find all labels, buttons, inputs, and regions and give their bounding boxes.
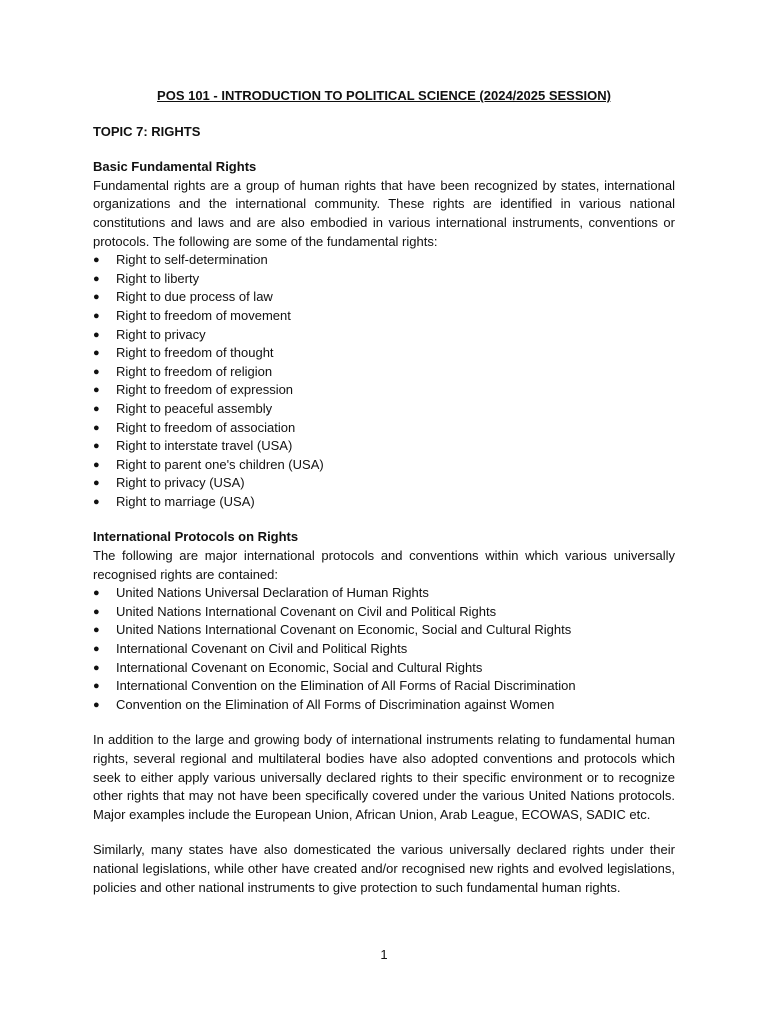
list-item-text: Right to freedom of association	[116, 419, 296, 435]
list-item	[93, 493, 675, 512]
paragraph-regional-bodies: In addition to the large and growing body of international instruments relating to fundamental human rights, several regional and multilateral bodies have also adopted conventions and protocols which seek to either apply various universally declared rights to their specific environment or to recognize other rights that may not have been specifically covered under the various United Nations protocols. Major examples include the European Union, African Union, Arab League, ECOWAS, SADIC etc.	[93, 732, 675, 822]
list-item	[93, 584, 675, 603]
bullet-icon: ●	[93, 680, 100, 693]
bullet-icon: ●	[93, 624, 100, 637]
bullet-icon: ●	[93, 661, 100, 674]
list-item-text: Right to privacy	[116, 326, 206, 342]
list-item-text: International Covenant on Economic, Social and Cultural Rights	[116, 659, 483, 675]
list-item	[93, 677, 675, 696]
bullet-icon: ●	[93, 365, 100, 378]
topic-heading: TOPIC 7: RIGHTS	[93, 123, 201, 139]
list-item	[93, 363, 675, 382]
bullet-icon: ●	[93, 254, 100, 267]
list-item-text: Right to peaceful assembly	[116, 400, 273, 416]
bullet-icon: ●	[93, 402, 100, 415]
list-item	[93, 270, 675, 289]
page-content	[93, 87, 675, 897]
bullet-icon: ●	[93, 587, 100, 600]
bullet-icon: ●	[93, 384, 100, 397]
list-item-text: United Nations Universal Declaration of Human Rights	[116, 585, 429, 601]
list-item	[93, 251, 675, 270]
bullet-icon: ●	[93, 495, 100, 508]
list-item	[93, 621, 675, 640]
document-title: POS 101 - INTRODUCTION TO POLITICAL SCIENCE (2024/2025 SESSION)	[157, 88, 611, 103]
list-item-text: United Nations International Covenant on Economic, Social and Cultural Rights	[116, 622, 572, 638]
list-item	[93, 419, 675, 438]
bullet-icon: ●	[93, 440, 100, 453]
bullet-icon: ●	[93, 458, 100, 471]
list-item-text: Convention on the Elimination of All Forms of Discrimination against Women	[116, 696, 555, 712]
page-number: 1	[380, 947, 388, 962]
paragraph-national-legislation: Similarly, many states have also domesticated the various universally declared rights under their national legislations, while other have created and/or recognised new rights and evolved legislations, policies and other national instruments to give protection to such fundamental human rights.	[93, 842, 675, 895]
list-item-text: Right to marriage (USA)	[116, 493, 255, 509]
list-item-text: Right to privacy (USA)	[116, 475, 245, 491]
list-item-text: United Nations International Covenant on Civil and Political Rights	[116, 603, 497, 619]
bullet-icon: ●	[93, 291, 100, 304]
list-item	[93, 288, 675, 307]
list-item	[93, 474, 675, 493]
list-item	[93, 437, 675, 456]
list-item-text: Right to freedom of religion	[116, 363, 273, 379]
list-item	[93, 381, 675, 400]
list-item-text: Right to self-determination	[116, 252, 268, 268]
bullet-icon: ●	[93, 605, 100, 618]
list-item	[93, 307, 675, 326]
international-protocols-list	[93, 584, 675, 714]
section-intro-basic-rights: Fundamental rights are a group of human rights that have been recognized by states, international organizations and the international community. These rights are identified in various national constitutions and laws and are also embodied in various international instruments, conventions or protocols. The following are some of the fundamental rights:	[93, 177, 675, 249]
bullet-icon: ●	[93, 477, 100, 490]
fundamental-rights-list	[93, 251, 675, 511]
bullet-icon: ●	[93, 347, 100, 360]
list-item-text: International Covenant on Civil and Political Rights	[116, 641, 408, 657]
list-item-text: International Convention on the Elimination of All Forms of Racial Discrimination	[116, 678, 576, 694]
bullet-icon: ●	[93, 309, 100, 322]
list-item-text: Right to interstate travel (USA)	[116, 438, 293, 454]
list-item	[93, 400, 675, 419]
list-item-text: Right to freedom of expression	[116, 382, 294, 398]
bullet-icon: ●	[93, 328, 100, 341]
section-heading-international-protocols: International Protocols on Rights	[93, 529, 299, 545]
list-item	[93, 603, 675, 622]
list-item-text: Right to parent one's children (USA)	[116, 456, 324, 472]
section-intro-international-protocols: The following are major international protocols and conventions within which various universally recognised rights are contained:	[93, 548, 675, 582]
section-heading-basic-rights: Basic Fundamental Rights	[93, 159, 257, 175]
bullet-icon: ●	[93, 698, 100, 711]
list-item	[93, 326, 675, 345]
bullet-icon: ●	[93, 643, 100, 656]
list-item	[93, 456, 675, 475]
list-item-text: Right to due process of law	[116, 289, 273, 305]
bullet-icon: ●	[93, 272, 100, 285]
list-item	[93, 659, 675, 678]
list-item	[93, 696, 675, 715]
list-item-text: Right to freedom of thought	[116, 345, 274, 361]
bullet-icon: ●	[93, 421, 100, 434]
list-item-text: Right to freedom of movement	[116, 307, 291, 323]
list-item	[93, 344, 675, 363]
list-item-text: Right to liberty	[116, 270, 200, 286]
list-item	[93, 640, 675, 659]
